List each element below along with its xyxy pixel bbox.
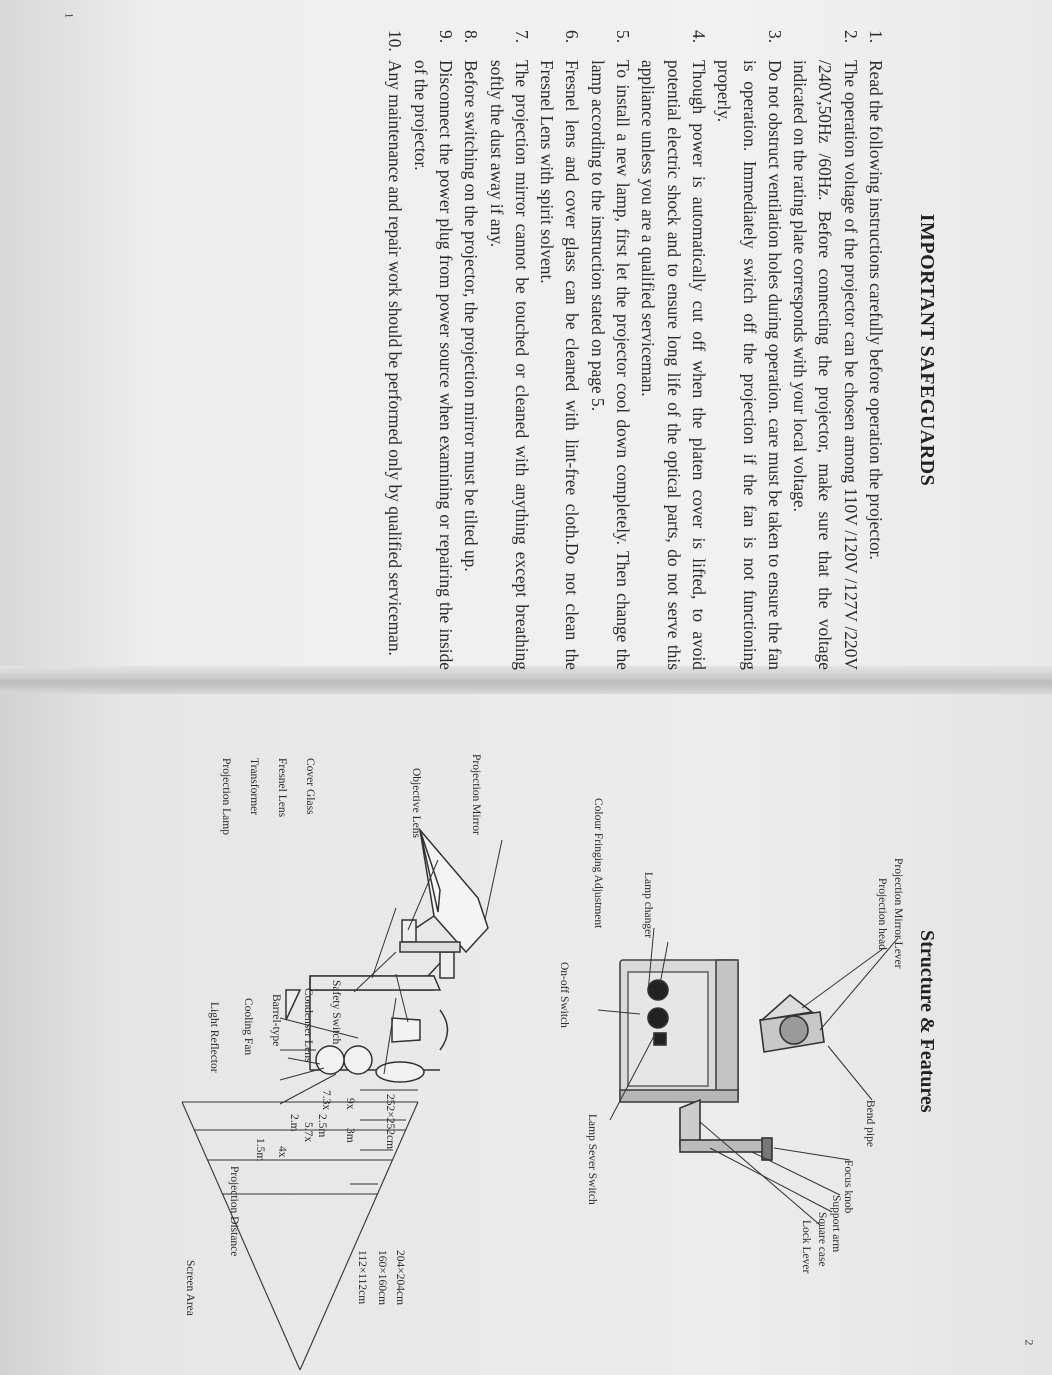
safeguards-title: IMPORTANT SAFEGUARDS (916, 213, 938, 487)
area-112: 112×112cm (356, 1250, 368, 1305)
safeguards-section (170, 30, 1000, 670)
safeguard-item (483, 30, 534, 670)
label-focus-knob: Focus knob (842, 1160, 854, 1214)
safeguard-item (584, 30, 635, 670)
item-number: 8. (461, 30, 482, 44)
label-lamp-changer: Lamp changer (642, 872, 654, 939)
label-projection-head: Projection head (876, 878, 888, 950)
page-number-left: 1 (62, 12, 77, 19)
safeguard-item (382, 30, 407, 670)
projector-exterior-illustration (170, 690, 1000, 1350)
label-objective-lens: Objective Lens (410, 768, 422, 838)
safeguard-item (635, 30, 711, 670)
area-252: 252×252cm (384, 1094, 396, 1150)
label-projection-mirror: Projection Mirror (470, 754, 482, 835)
label-condenser-lens: Condenser Lens (302, 988, 314, 1063)
page-number-right: 2 (1022, 1339, 1037, 1346)
mag-5-7x: 5.7x (302, 1122, 314, 1143)
item-text: The projection mirror cannot be touched or cleaned with anything except breathing softly the dust away if any. (486, 60, 532, 670)
item-number: 3. (764, 30, 785, 44)
label-on-off-switch: On-off Switch (558, 962, 570, 1028)
mag-9x: 9x (344, 1098, 356, 1110)
safeguards-list (382, 30, 888, 670)
item-text: Before switching on the projector, the projection mirror must be tilted up. (461, 60, 482, 572)
mag-7-3x: 7.3x (320, 1090, 332, 1111)
item-text: Disconnect the power plug from power source when examining or repairing the inside of the projector. (410, 60, 456, 670)
safeguard-item (863, 30, 888, 670)
item-text: Do not obstruct ventilation holes during operation. care must be taken to ensure the fan is operation. Immediately switch off the projection if the fan is not functioning properly. (714, 60, 785, 670)
label-cover-glass: Cover Glass (304, 758, 316, 815)
safeguard-item (787, 30, 863, 670)
item-number: 10. (385, 30, 406, 52)
label-bend-pipe: Bend pipe (864, 1100, 876, 1147)
label-colour-fringing-adjustment: Colour Fringing Adjustment (592, 798, 604, 929)
item-number: 9. (435, 30, 456, 44)
label-fresnel-lens: Fresnel Lens (276, 758, 288, 818)
label-projection-lamp: Projection Lamp (220, 758, 232, 835)
mag-4x: 4x (276, 1146, 288, 1158)
distance-2m: 2.m (288, 1114, 300, 1132)
item-number: 7. (511, 30, 532, 44)
item-number: 2. (840, 30, 861, 44)
item-text: Though power is automatically cut off when the platen cover is lifted, to avoid potential electric shock and to ensure long life of the optical parts, do not serve this appliance unless you are a qualified serviceman. (638, 60, 709, 670)
label-barrel-type: Barrel-type (270, 994, 282, 1047)
item-text: Any maintenance and repair work should be performed only by qualified serviceman. (385, 60, 406, 656)
safeguard-item (407, 30, 458, 670)
safeguard-item (534, 30, 585, 670)
structure-title: Structure & Features (916, 930, 938, 1113)
item-text: Fresnel lens and cover glass can be cleaned with lint-free cloth.Do not clean the Fresnel Lens with spirit solvent. (537, 60, 583, 670)
item-text: The operation voltage of the projector can be chosen among 110V /120V /127V /220V /240V,50Hz /60Hz. Before connecting the projector, make sure that the voltage indicated on the rating plate corresponds with your local voltage. (790, 60, 861, 670)
label-cooling-fan: Cooling Fan (242, 998, 254, 1056)
label-lamp-sever-switch: Lamp Sever Switch (586, 1114, 598, 1205)
item-text: To install a new lamp, first let the projector cool down completely. Then change the lamp according to the instruction stated on page 5. (587, 60, 634, 670)
distance-1-5m: 1.5m (254, 1138, 266, 1162)
label-square-case: Square case (816, 1212, 828, 1267)
projection-distance-label: Projection Distance (228, 1166, 240, 1257)
item-number: 4. (688, 30, 709, 44)
item-text: Read the following instructions carefully before operation the projector. (866, 60, 886, 560)
screen-area-label: Screen Area (184, 1260, 196, 1316)
item-number: 1. (866, 30, 886, 44)
item-number: 5. (613, 30, 634, 44)
structure-features-section (170, 690, 1000, 1350)
area-160: 160×160cm (376, 1250, 388, 1306)
distance-3m: 3m (344, 1128, 356, 1143)
distance-2-5m: 2.5m (316, 1114, 328, 1138)
label-transformer: Transformer (248, 758, 260, 816)
label-projection-mirror-lever: Projection Mirror Lever (892, 858, 904, 969)
safeguard-item (458, 30, 483, 670)
label-lock-lever: Lock Lever (800, 1220, 812, 1274)
label-light-reflector: Light Reflector (208, 1002, 220, 1073)
label-support-arm: Support arm (830, 1195, 842, 1253)
label-safety-switch: Safety Switch (330, 980, 342, 1045)
item-number: 6. (562, 30, 583, 44)
safeguard-item (711, 30, 787, 670)
area-204: 204×204cm (394, 1250, 406, 1306)
